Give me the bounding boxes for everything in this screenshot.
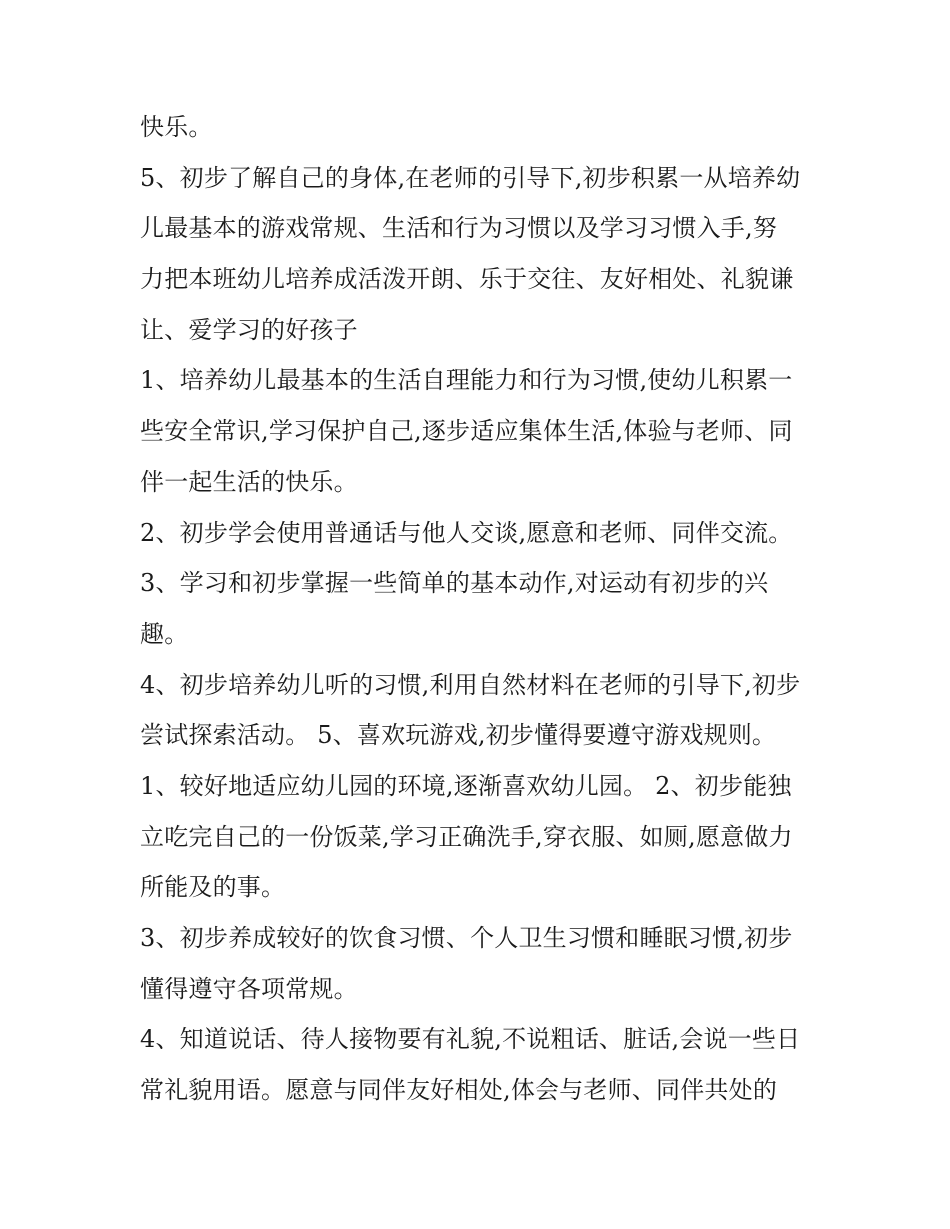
text-line-14: 1、较好地适应幼儿园的环境,逐渐喜欢幼儿园。 2、初步能独	[140, 771, 792, 800]
text-line-7: 些安全常识,学习保护自己,逐步适应集体生活,体验与老师、同	[140, 417, 793, 446]
document-body	[140, 102, 820, 1116]
text-line-5: 让、爱学习的好孩子	[140, 315, 358, 344]
text-line-19: 4、知道说话、待人接物要有礼貌,不说粗话、脏话,会说一些日	[140, 1025, 801, 1054]
text-line-1: 快乐。	[140, 113, 213, 141]
text-line-3: 儿最基本的游戏常规、生活和行为习惯以及学习习惯入手,努	[140, 214, 778, 243]
text-line-18: 懂得遵守各项常规。	[140, 974, 358, 1003]
text-line-2: 5、初步了解自己的身体,在老师的引导下,初步积累一从培养幼	[140, 163, 801, 192]
text-line-6: 1、培养幼儿最基本的生活自理能力和行为习惯,使幼儿积累一	[140, 366, 793, 395]
text-line-17: 3、初步养成较好的饮食习惯、个人卫生习惯和睡眠习惯,初步	[140, 924, 793, 952]
text-line-4: 力把本班幼儿培养成活泼开朗、乐于交往、友好相处、礼貌谦	[140, 265, 794, 294]
text-line-8: 伴一起生活的快乐。	[140, 467, 358, 496]
text-line-13: 尝试探索活动。 5、喜欢玩游戏,初步懂得要遵守游戏规则。	[140, 721, 777, 750]
text-line-16: 所能及的事。	[140, 873, 286, 902]
text-line-20: 常礼貌用语。愿意与同伴友好相处,体会与老师、同伴共处的	[140, 1076, 778, 1105]
text-line-11: 趣。	[140, 619, 189, 648]
text-line-12: 4、初步培养幼儿听的习惯,利用自然材料在老师的引导下,初步	[140, 670, 801, 699]
text-line-15: 立吃完自己的一份饭菜,学习正确洗手,穿衣服、如厕,愿意做力	[140, 822, 793, 851]
text-line-10: 3、学习和初步掌握一些简单的基本动作,对运动有初步的兴	[140, 569, 769, 598]
text-line-9: 2、初步学会使用普通话与他人交谈,愿意和老师、同伴交流。	[140, 518, 793, 547]
